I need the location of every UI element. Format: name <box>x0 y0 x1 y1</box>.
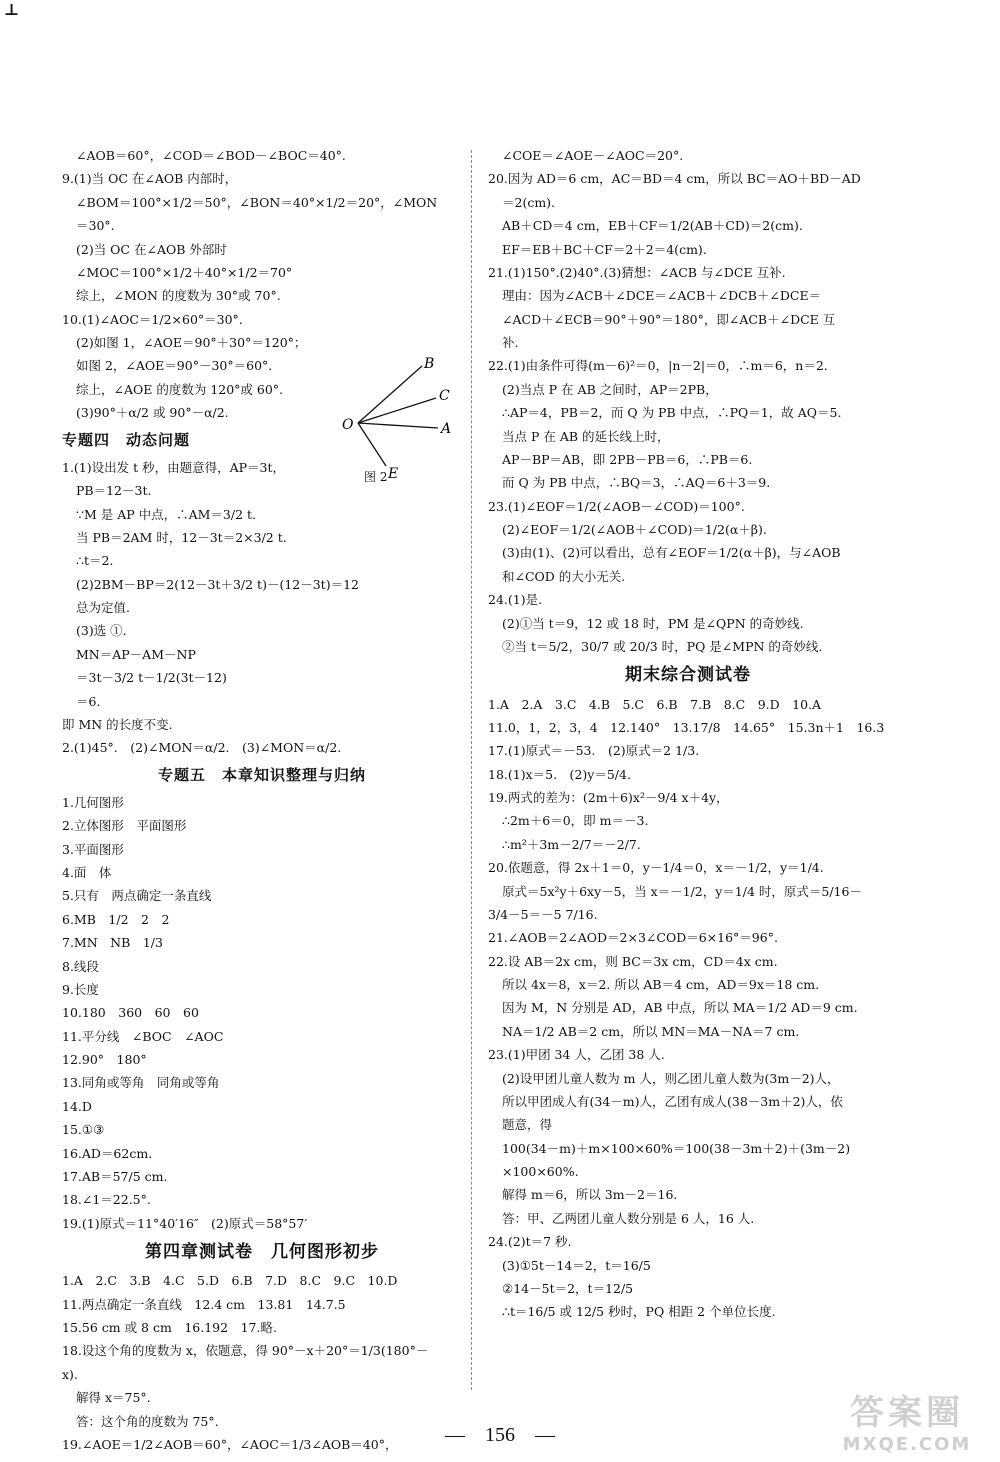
answer-line: 3.平面图形 <box>62 841 124 857</box>
answer-line: 4.面 体 <box>62 865 112 880</box>
answer-line: 12.90° 180° <box>62 1052 147 1067</box>
answer-line: 13.同角或等角 同角或等角 <box>62 1075 220 1091</box>
watermark-logo <box>822 1385 992 1455</box>
answer-line: 24.(1)是. <box>488 592 543 608</box>
answer-line: 23.(1)甲团 34 人，乙团 38 人. <box>488 1047 665 1063</box>
section-heading-chapter-4-test: 第四章测试卷 几何图形初步 <box>145 1242 379 1262</box>
answer-line: 22.(1)由条件可得(m－6)²＝0，|n－2|＝0，∴m＝6，n＝2. <box>488 358 828 374</box>
answer-line: 15.①③ <box>62 1122 105 1138</box>
answer-line: 当点 P 在 AB 的延长线上时， <box>502 428 670 444</box>
ray-oe <box>358 423 386 466</box>
answer-line: (3)由(1)、(2)可以看出，总有∠EOF＝1/2(α＋β)，与∠AOB <box>502 545 841 561</box>
answer-line: (2)∠EOF＝1/2(∠AOB＋∠COD)＝1/2(α＋β). <box>502 522 767 537</box>
answer-line: 100(34－m)＋m×100×60%＝100(38－3m＋2)＋(3m－2) <box>502 1140 851 1156</box>
answer-line: 19.两式的差为：(2m＋6)x²－9/4 x＋4y， <box>488 790 729 806</box>
answer-line: (2)2BM－BP＝2(12－3t＋3/2 t)－(12－3t)＝12 <box>76 576 359 592</box>
answer-line: 答：这个角的度数为 75°. <box>76 1413 219 1429</box>
answer-line: ∠MOC＝100°×1/2＋40°×1/2＝70° <box>76 264 293 280</box>
answer-line: 3/4－5＝－5 7/16. <box>488 906 598 922</box>
answer-line: 所以甲团成人有(34－m)人，乙团有成人(38－3m＋2)人，依 <box>502 1093 843 1109</box>
label-b: B <box>424 356 435 372</box>
answer-line: 9.(1)当 OC 在∠AOB 内部时， <box>62 171 238 187</box>
answer-line: (3)选 ①. <box>76 623 127 639</box>
answer-line: ＝2(cm). <box>502 194 556 210</box>
answer-line: 11.0，1，2，3，4 12.140° 13.17/8 14.65° 15.3n＋1 16.3 <box>488 719 885 735</box>
answer-line: (3)90°＋α/2 或 90°－α/2. <box>76 405 229 421</box>
answer-line: ∠AOB＝60°，∠COD＝∠BOD－∠BOC＝40°. <box>76 148 346 163</box>
answer-line: AP－BP＝AB，即 2PB－PB＝6，∴PB＝6. <box>502 451 753 467</box>
answer-line: 20.因为 AD＝6 cm，AC＝BD＝4 cm，所以 BC＝AO＋BD－AD <box>488 171 861 187</box>
watermark-url: MXQE.COM <box>842 1434 972 1455</box>
answer-line: ＝6. <box>76 693 101 709</box>
answer-line: 18.(1)x＝5. (2)y＝5/4. <box>488 766 631 782</box>
corner-mark: ⊥ <box>4 0 20 19</box>
answer-line: ②当 t＝5/2，30/7 或 20/3 时，PQ 是∠MPN 的奇妙线. <box>502 638 823 654</box>
answer-line: ②14－5t＝2，t＝12/5 <box>502 1280 634 1296</box>
answer-line: 因为 M，N 分别是 AD，AB 中点，所以 MA＝1/2 AD＝9 cm. <box>502 1000 858 1016</box>
watermark-top: 答案圈 <box>850 1393 964 1433</box>
answer-line: 2.立体图形 平面图形 <box>62 818 187 834</box>
answer-line: 11.平分线 ∠BOC ∠AOC <box>62 1028 224 1044</box>
answer-line: 6.MB 1/2 2 2 <box>62 911 170 927</box>
answer-line: 解得 x＝75°. <box>76 1390 151 1406</box>
answer-line: ＝30°. <box>76 218 115 234</box>
answer-line: 1.(1)设出发 t 秒，由题意得，AP＝3t， <box>62 459 286 475</box>
answer-line: 综上，∠MON 的度数为 30°或 70°. <box>76 288 281 304</box>
answer-line: MN＝AP－AM－NP <box>76 646 196 662</box>
ray-oa <box>358 423 438 428</box>
answer-line: 1.几何图形 <box>62 794 124 810</box>
answer-line: 综上，∠AOE 的度数为 120°或 60°. <box>76 381 284 397</box>
answer-line: 5.只有 两点确定一条直线 <box>62 888 212 904</box>
answer-line: (2)当点 P 在 AB 之间时，AP＝2PB， <box>502 381 718 397</box>
section-heading-topic-4: 专题四 动态问题 <box>62 430 191 449</box>
answer-line: 24.(2)t＝7 秒. <box>488 1234 572 1250</box>
answer-line: 21.(1)150°.(2)40°.(3)猜想：∠ACB 与∠DCE 互补. <box>488 264 786 280</box>
column-divider <box>471 150 472 1390</box>
figure-2-angle-diagram <box>336 350 461 485</box>
answer-line: ＝3t－3/2 t－1/2(3t－12) <box>76 670 227 686</box>
answer-line: 18.设这个角的度数为 x，依题意，得 90°－x＋20°＝1/3(180°－ <box>62 1343 429 1359</box>
answer-line: ×100×60%. <box>502 1164 579 1180</box>
answers-block-final-exam <box>488 695 888 1322</box>
answer-line: 20.依题意，得 2x＋1＝0，y－1/4＝0，x＝－1/2，y＝1/4. <box>488 860 824 876</box>
answer-line: 解得 m＝6，所以 3m－2＝16. <box>502 1187 678 1203</box>
answer-line: PB＝12－3t. <box>76 483 152 499</box>
answer-line: 1.A 2.A 3.C 4.B 5.C 6.B 7.B 8.C 9.D 10.A <box>488 696 822 712</box>
answer-line: 如图 2，∠AOE＝90°－30°＝60°. <box>76 358 273 374</box>
answers-block-topic-4 <box>62 458 462 758</box>
left-column <box>62 146 462 1458</box>
answer-line: 和∠COD 的大小无关. <box>502 568 626 584</box>
answer-line: 而 Q 为 PB 中点，∴BQ＝3，∴AQ＝6＋3＝9. <box>502 475 771 491</box>
answer-line: EF＝EB＋BC＋CF＝2＋2＝4(cm). <box>502 241 707 257</box>
answer-line: (2)当 OC 在∠AOB 外部时 <box>76 241 227 257</box>
section-heading-topic-5: 专题五 本章知识整理与归纳 <box>157 765 366 784</box>
answer-line: (2)①当 t＝9，12 或 18 时，PM 是∠QPN 的奇妙线. <box>502 615 804 631</box>
answer-line: 原式＝5x²y＋6xy－5，当 x＝－1/2，y＝1/4 时，原式＝5/16－ <box>502 883 862 899</box>
answer-line: NA＝1/2 AB＝2 cm，所以 MN＝MA－NA＝7 cm. <box>502 1023 800 1039</box>
answer-line: ∠BOM＝100°×1/2＝50°，∠BON＝40°×1/2＝20°，∠MON <box>76 194 438 210</box>
answer-line: 15.56 cm 或 8 cm 16.192 17.略. <box>62 1320 277 1336</box>
answer-line: 8.线段 <box>62 958 99 974</box>
answer-line: 补. <box>502 335 519 350</box>
answer-line: 19.∠AOE＝1/2∠AOB＝60°，∠AOC＝1/3∠AOB＝40°， <box>62 1436 398 1452</box>
answer-line: ∴AP＝4，PB＝2，而 Q 为 PB 中点，∴PQ＝1，故 AQ＝5. <box>502 405 842 421</box>
label-e: E <box>388 466 399 480</box>
answer-line: ∴t＝2. <box>76 553 114 569</box>
answers-block-topic-5 <box>62 793 462 1233</box>
answer-line: 9.长度 <box>62 981 99 997</box>
answer-line: ∴m²＋3m－2/7＝－2/7. <box>502 836 641 852</box>
answer-line: 当 PB＝2AM 时，12－3t＝2×3/2 t. <box>76 529 287 545</box>
answer-line: 即 MN 的长度不变. <box>62 716 173 732</box>
page-number: — 156 — <box>445 1424 555 1446</box>
answer-line: 答：甲、乙两团儿童人数分别是 6 人，16 人. <box>502 1210 755 1226</box>
label-o: O <box>342 417 354 433</box>
answer-line: (2)如图 1，∠AOE＝90°＋30°＝120°； <box>76 335 307 350</box>
figure-caption: 图 2 <box>364 470 388 484</box>
answer-line: ∵M 是 AP 中点，∴AM＝3/2 t. <box>76 506 257 522</box>
answer-line: 22.设 AB＝2x cm，则 BC＝3x cm，CD＝4x cm. <box>488 953 778 969</box>
answer-line: 19.(1)原式＝11°40′16″ (2)原式＝58°57′ <box>62 1215 308 1231</box>
answer-line: 21.∠AOB＝2∠AOD＝2×3∠COD＝6×16°＝96°. <box>488 930 778 946</box>
answer-line: 10.180 360 60 60 <box>62 1005 199 1021</box>
answer-line: 10.(1)∠AOC＝1/2×60°＝30°. <box>62 311 243 327</box>
answer-line: (3)①5t－14＝2，t＝16/5 <box>502 1257 651 1273</box>
ray-ob <box>358 366 422 423</box>
answer-line: 所以 4x＝8，x＝2. 所以 AB＝4 cm，AD＝9x＝18 cm. <box>502 977 820 993</box>
right-column <box>488 146 888 1326</box>
answer-line: ∠ACD＋∠ECB＝90°＋90°＝180°，即∠ACB＋∠DCE 互 <box>502 311 836 327</box>
answer-line: 17.(1)原式＝－53. (2)原式＝2 1/3. <box>488 743 700 759</box>
ray-oc <box>358 398 436 423</box>
answer-line: 7.MN NB 1/3 <box>62 935 163 951</box>
section-heading-final-exam: 期末综合测试卷 <box>625 665 751 686</box>
answer-line: ∴2m＋6＝0，即 m＝－3. <box>502 813 649 829</box>
label-a: A <box>441 421 452 437</box>
answers-block-continued <box>488 146 888 656</box>
answer-line: 18.∠1＝22.5°. <box>62 1192 151 1208</box>
answer-line: 总为定值. <box>76 600 130 615</box>
answer-line: 17.AB＝57/5 cm. <box>62 1168 168 1184</box>
answer-line: AB＋CD＝4 cm，EB＋CF＝1/2(AB＋CD)＝2(cm). <box>502 218 803 234</box>
answer-line: ∠COE＝∠AOE－∠AOC＝20°. <box>502 148 684 163</box>
answer-line: 23.(1)∠EOF＝1/2(∠AOB－∠COD)＝100°. <box>488 498 745 514</box>
answer-line: 1.A 2.C 3.B 4.C 5.D 6.B 7.D 8.C 9.C 10.D <box>62 1273 398 1289</box>
angle-diagram-svg <box>336 350 461 480</box>
label-c: C <box>439 388 450 404</box>
answer-line: 理由：因为∠ACB＋∠DCE＝∠ACB＋∠DCB＋∠DCE＝ <box>502 288 822 304</box>
answer-line: x). <box>62 1366 78 1382</box>
answer-line: (2)设甲团儿童人数为 m 人，则乙团儿童人数为(3m－2)人， <box>502 1070 840 1086</box>
answer-line: 11.两点确定一条直线 12.4 cm 13.81 14.7.5 <box>62 1296 346 1312</box>
answer-line: 2.(1)45°. (2)∠MON＝α/2. (3)∠MON＝α/2. <box>62 740 342 756</box>
answer-line: 题意，得 <box>502 1117 553 1133</box>
answer-line: 16.AD＝62cm. <box>62 1145 153 1161</box>
answer-line: 14.D <box>62 1098 92 1114</box>
answer-line: ∴t＝16/5 或 12/5 秒时，PQ 相距 2 个单位长度. <box>502 1304 776 1320</box>
